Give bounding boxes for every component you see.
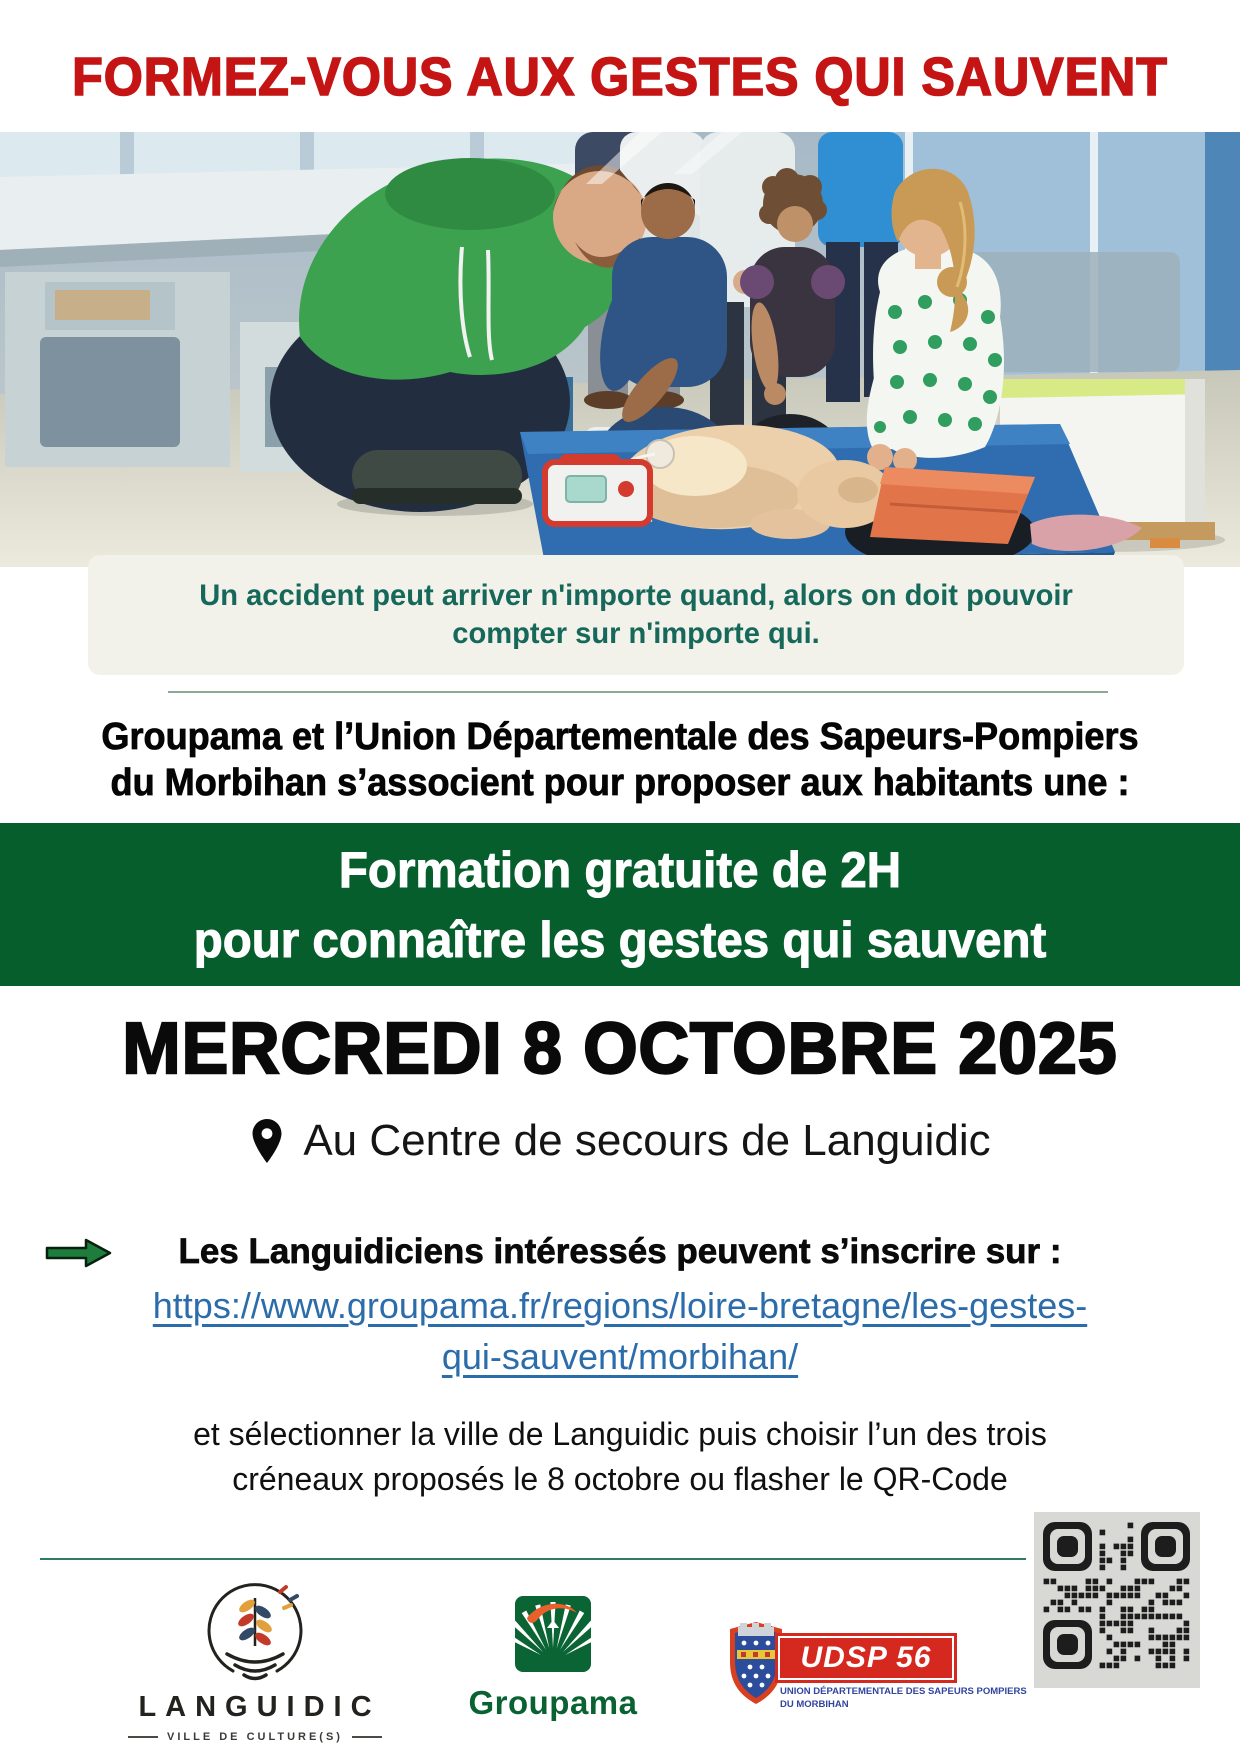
training-photo bbox=[0, 132, 1240, 567]
registration-label: Les Languidiciens intéressés peuvent s’inscrire sur : bbox=[178, 1232, 1062, 1271]
location-pin-icon bbox=[249, 1118, 285, 1165]
orange-cushion bbox=[870, 467, 1035, 544]
formation-banner bbox=[0, 823, 1240, 986]
udsp-logo-name: UDSP 56 bbox=[778, 1636, 954, 1680]
training-photo-illustration bbox=[0, 132, 1240, 567]
location-row bbox=[0, 1116, 1240, 1166]
qr-code-image bbox=[1034, 1512, 1200, 1688]
quote-line-2: compter sur n'importe qui. bbox=[452, 617, 820, 650]
banner-line-1: Formation gratuite de 2H bbox=[338, 842, 902, 898]
udsp-caption-2: DU MORBIHAN bbox=[780, 1699, 849, 1710]
qr-code bbox=[1034, 1512, 1200, 1688]
instructions-line-2: créneaux proposés le 8 octobre ou flasher le QR-Code bbox=[232, 1461, 1008, 1497]
languidic-logo bbox=[122, 1574, 388, 1743]
bottom-divider bbox=[40, 1558, 1026, 1560]
page-title: FORMEZ-VOUS AUX GESTES QUI SAUVENT bbox=[72, 47, 1168, 107]
tagline-dash-right bbox=[352, 1736, 382, 1738]
quote-box bbox=[88, 555, 1184, 675]
udsp-logo bbox=[726, 1620, 1027, 1712]
intro-text bbox=[0, 714, 1240, 806]
instructions-text bbox=[0, 1412, 1240, 1502]
registration-link[interactable] bbox=[0, 1280, 1240, 1382]
intro-line-2: du Morbihan s’associent pour proposer aux habitants une : bbox=[110, 762, 1130, 804]
instructions-line-1: et sélectionner la ville de Languidic puis choisir l’un des trois bbox=[193, 1416, 1047, 1452]
banner-line-2: pour connaître les gestes qui sauvent bbox=[193, 912, 1047, 968]
quote-line-1: Un accident peut arriver n'importe quand, alors on doit pouvoir bbox=[199, 579, 1073, 612]
registration-link-line-2[interactable]: qui-sauvent/morbihan/ bbox=[441, 1336, 799, 1377]
udsp-caption-1: UNION DÉPARTEMENTALE DES SAPEURS POMPIERS bbox=[780, 1686, 1027, 1697]
aed-device bbox=[545, 454, 655, 524]
event-date: MERCREDI 8 OCTOBRE 2025 bbox=[122, 1009, 1118, 1089]
location-text: Au Centre de secours de Languidic bbox=[303, 1116, 991, 1165]
groupama-logo bbox=[465, 1596, 641, 1722]
udsp-shield-icon bbox=[726, 1620, 786, 1706]
tagline-dash-left bbox=[128, 1736, 158, 1738]
groupama-logo-icon bbox=[515, 1596, 591, 1672]
languidic-logo-tagline: VILLE DE CULTURE(S) bbox=[167, 1731, 343, 1743]
intro-line-1: Groupama et l’Union Départementale des Sapeurs-Pompiers bbox=[101, 716, 1139, 758]
languidic-logo-icon bbox=[180, 1574, 330, 1686]
top-divider bbox=[168, 691, 1108, 693]
registration-link-line-1[interactable]: https://www.groupama.fr/regions/loire-bretagne/les-gestes- bbox=[152, 1285, 1088, 1326]
languidic-logo-tagline-row bbox=[122, 1731, 388, 1743]
languidic-logo-name: LANGUIDIC bbox=[138, 1691, 381, 1723]
groupama-logo-name: Groupama bbox=[468, 1684, 638, 1721]
